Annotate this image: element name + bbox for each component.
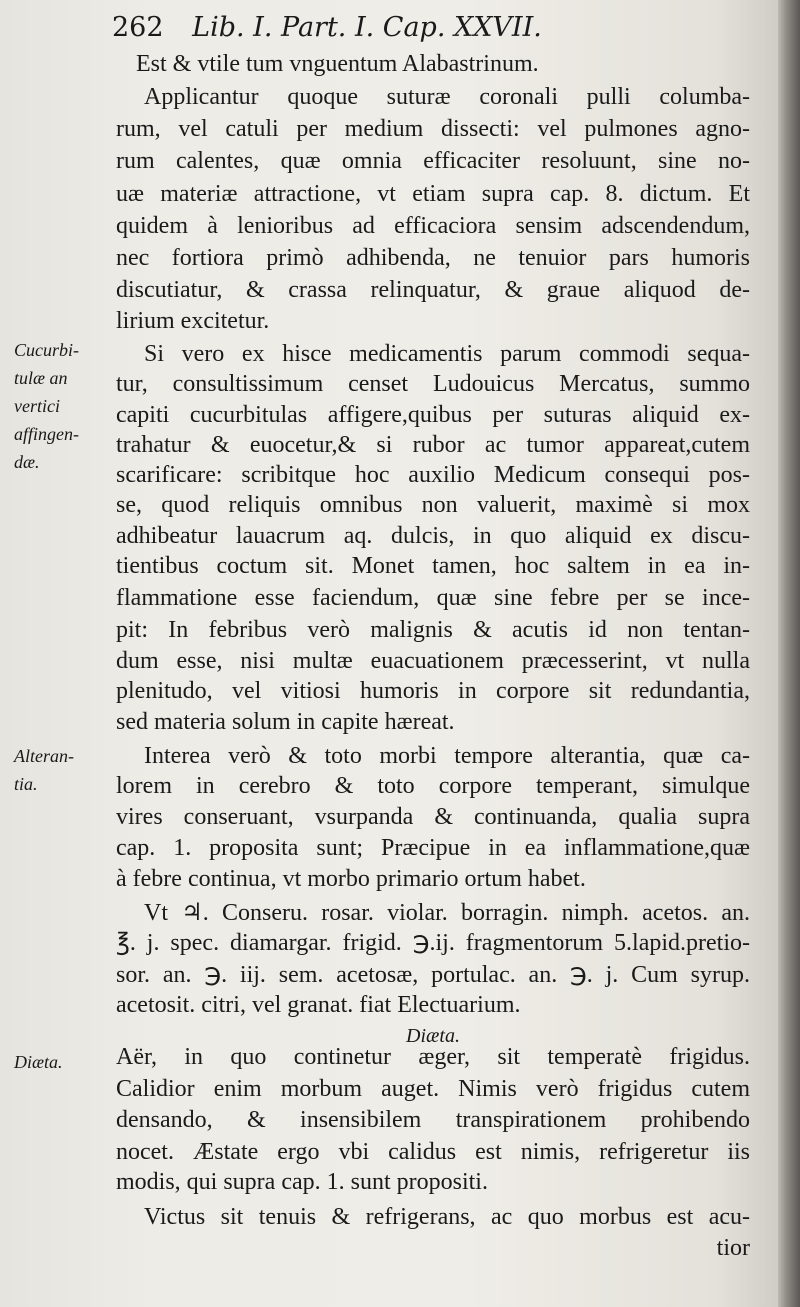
margin-note: [14, 742, 104, 798]
margin-note-line: Diæta.: [14, 1052, 63, 1072]
margin-note-line: tulæ an: [14, 368, 68, 388]
margin-note-line: vertici: [14, 396, 60, 416]
text-line: discutiatur, & crassa relinquatur, & graue aliquod de-: [116, 277, 750, 303]
text-line: sor. an. ℈. iij. sem. acetosæ, portulac. an. ℈. j. Cum syrup.: [116, 962, 750, 988]
text-line: scarificare: scribitque hoc auxilio Medicum consequi pos-: [116, 462, 750, 488]
text-line: Aër, in quo continetur æger, sit temperatè frigidus.: [116, 1044, 750, 1070]
text-line: tur, consultissimum censet Ludouicus Mercatus, summo: [116, 371, 750, 397]
text-line: à febre continua, vt morbo primario ortum habet.: [116, 866, 586, 892]
text-line: tientibus coctum sit. Monet tamen, hoc saltem in ea in-: [116, 553, 750, 579]
page-header: [112, 12, 762, 48]
margin-note-line: dæ.: [14, 452, 40, 472]
text-line: Victus sit tenuis & refrigerans, ac quo morbus est acu-: [144, 1204, 750, 1230]
text-line: se, quod reliquis omnibus non valuerit, maximè si mox: [116, 492, 750, 518]
margin-note: [14, 1048, 104, 1076]
text-line: uæ materiæ attractione, vt etiam supra cap. 8. dictum. Et: [116, 181, 750, 207]
text-line: adhibeatur lauacrum aq. dulcis, in quo aliquid ex discu-: [116, 523, 750, 549]
text-line: tior: [716, 1235, 750, 1261]
text-line: Interea verò & toto morbi tempore alterantia, quæ ca-: [144, 743, 750, 769]
text-line: nocet. Æstate ergo vbi calidus est nimis, refrigeretur iis: [116, 1139, 750, 1165]
margin-note-line: Cucurbi-: [14, 340, 79, 360]
running-title: Lib. I. Part. I. Cap. XXVII.: [192, 12, 542, 43]
text-line: cap. 1. proposita sunt; Præcipue in ea inflammatione,quæ: [116, 835, 750, 861]
book-spine-edge: [778, 0, 800, 1307]
text-line: modis, qui supra cap. 1. sunt propositi.: [116, 1169, 488, 1195]
margin-note-line: tia.: [14, 774, 38, 794]
text-line: Diæta.: [406, 1025, 460, 1047]
text-line: dum esse, nisi multæ euacuationem præcesserint, vt nulla: [116, 648, 750, 674]
margin-note: [14, 336, 104, 476]
text-line: trahatur & euocetur,& si rubor ac tumor appareat,cutem: [116, 432, 750, 458]
text-line: rum calentes, quæ omnia efficaciter resoluunt, sine no-: [116, 148, 750, 174]
text-line: quidem à lenioribus ad efficaciora sensim adscendendum,: [116, 213, 750, 239]
text-line: acetosit. citri, vel granat. fiat Electuarium.: [116, 992, 521, 1018]
text-line: flammatione esse faciendum, quæ sine febre per se ince-: [116, 585, 750, 611]
margin-note-line: Alteran-: [14, 746, 74, 766]
text-line: Est & vtile tum vnguentum Alabastrinum.: [136, 51, 539, 77]
text-line: rum, vel catuli per medium dissecti: vel pulmones agno-: [116, 116, 750, 142]
text-line: pit: In febribus verò malignis & acutis id non tentan-: [116, 617, 750, 643]
page-number: 262: [112, 12, 164, 43]
text-line: sed materia solum in capite hæreat.: [116, 709, 455, 735]
text-line: Vt ♃. Conseru. rosar. violar. borragin. nimph. acetos. an.: [144, 900, 750, 926]
text-line: vires conseruant, vsurpanda & continuanda, qualia supra: [116, 804, 750, 830]
text-line: capiti cucurbitulas affigere,quibus per suturas aliquid ex-: [116, 402, 750, 428]
margin-note-line: affingen-: [14, 424, 79, 444]
text-line: Si vero ex hisce medicamentis parum commodi sequa-: [144, 341, 750, 367]
text-line: densando, & insensibilem transpirationem prohibendo: [116, 1107, 750, 1133]
text-line: nec fortiora primò adhibenda, ne tenuior pars humoris: [116, 245, 750, 271]
text-line: ℥. j. spec. diamargar. frigid. ℈.ij. fragmentorum 5.lapid.pretio-: [116, 930, 750, 956]
text-line: plenitudo, vel vitiosi humoris in corpore sit redundantia,: [116, 678, 750, 704]
text-line: lirium excitetur.: [116, 308, 270, 334]
text-line: Applicantur quoque suturæ coronali pulli columba-: [144, 84, 750, 110]
text-line: Calidior enim morbum auget. Nimis verò frigidus cutem: [116, 1076, 750, 1102]
text-line: lorem in cerebro & toto corpore temperant, simulque: [116, 773, 750, 799]
